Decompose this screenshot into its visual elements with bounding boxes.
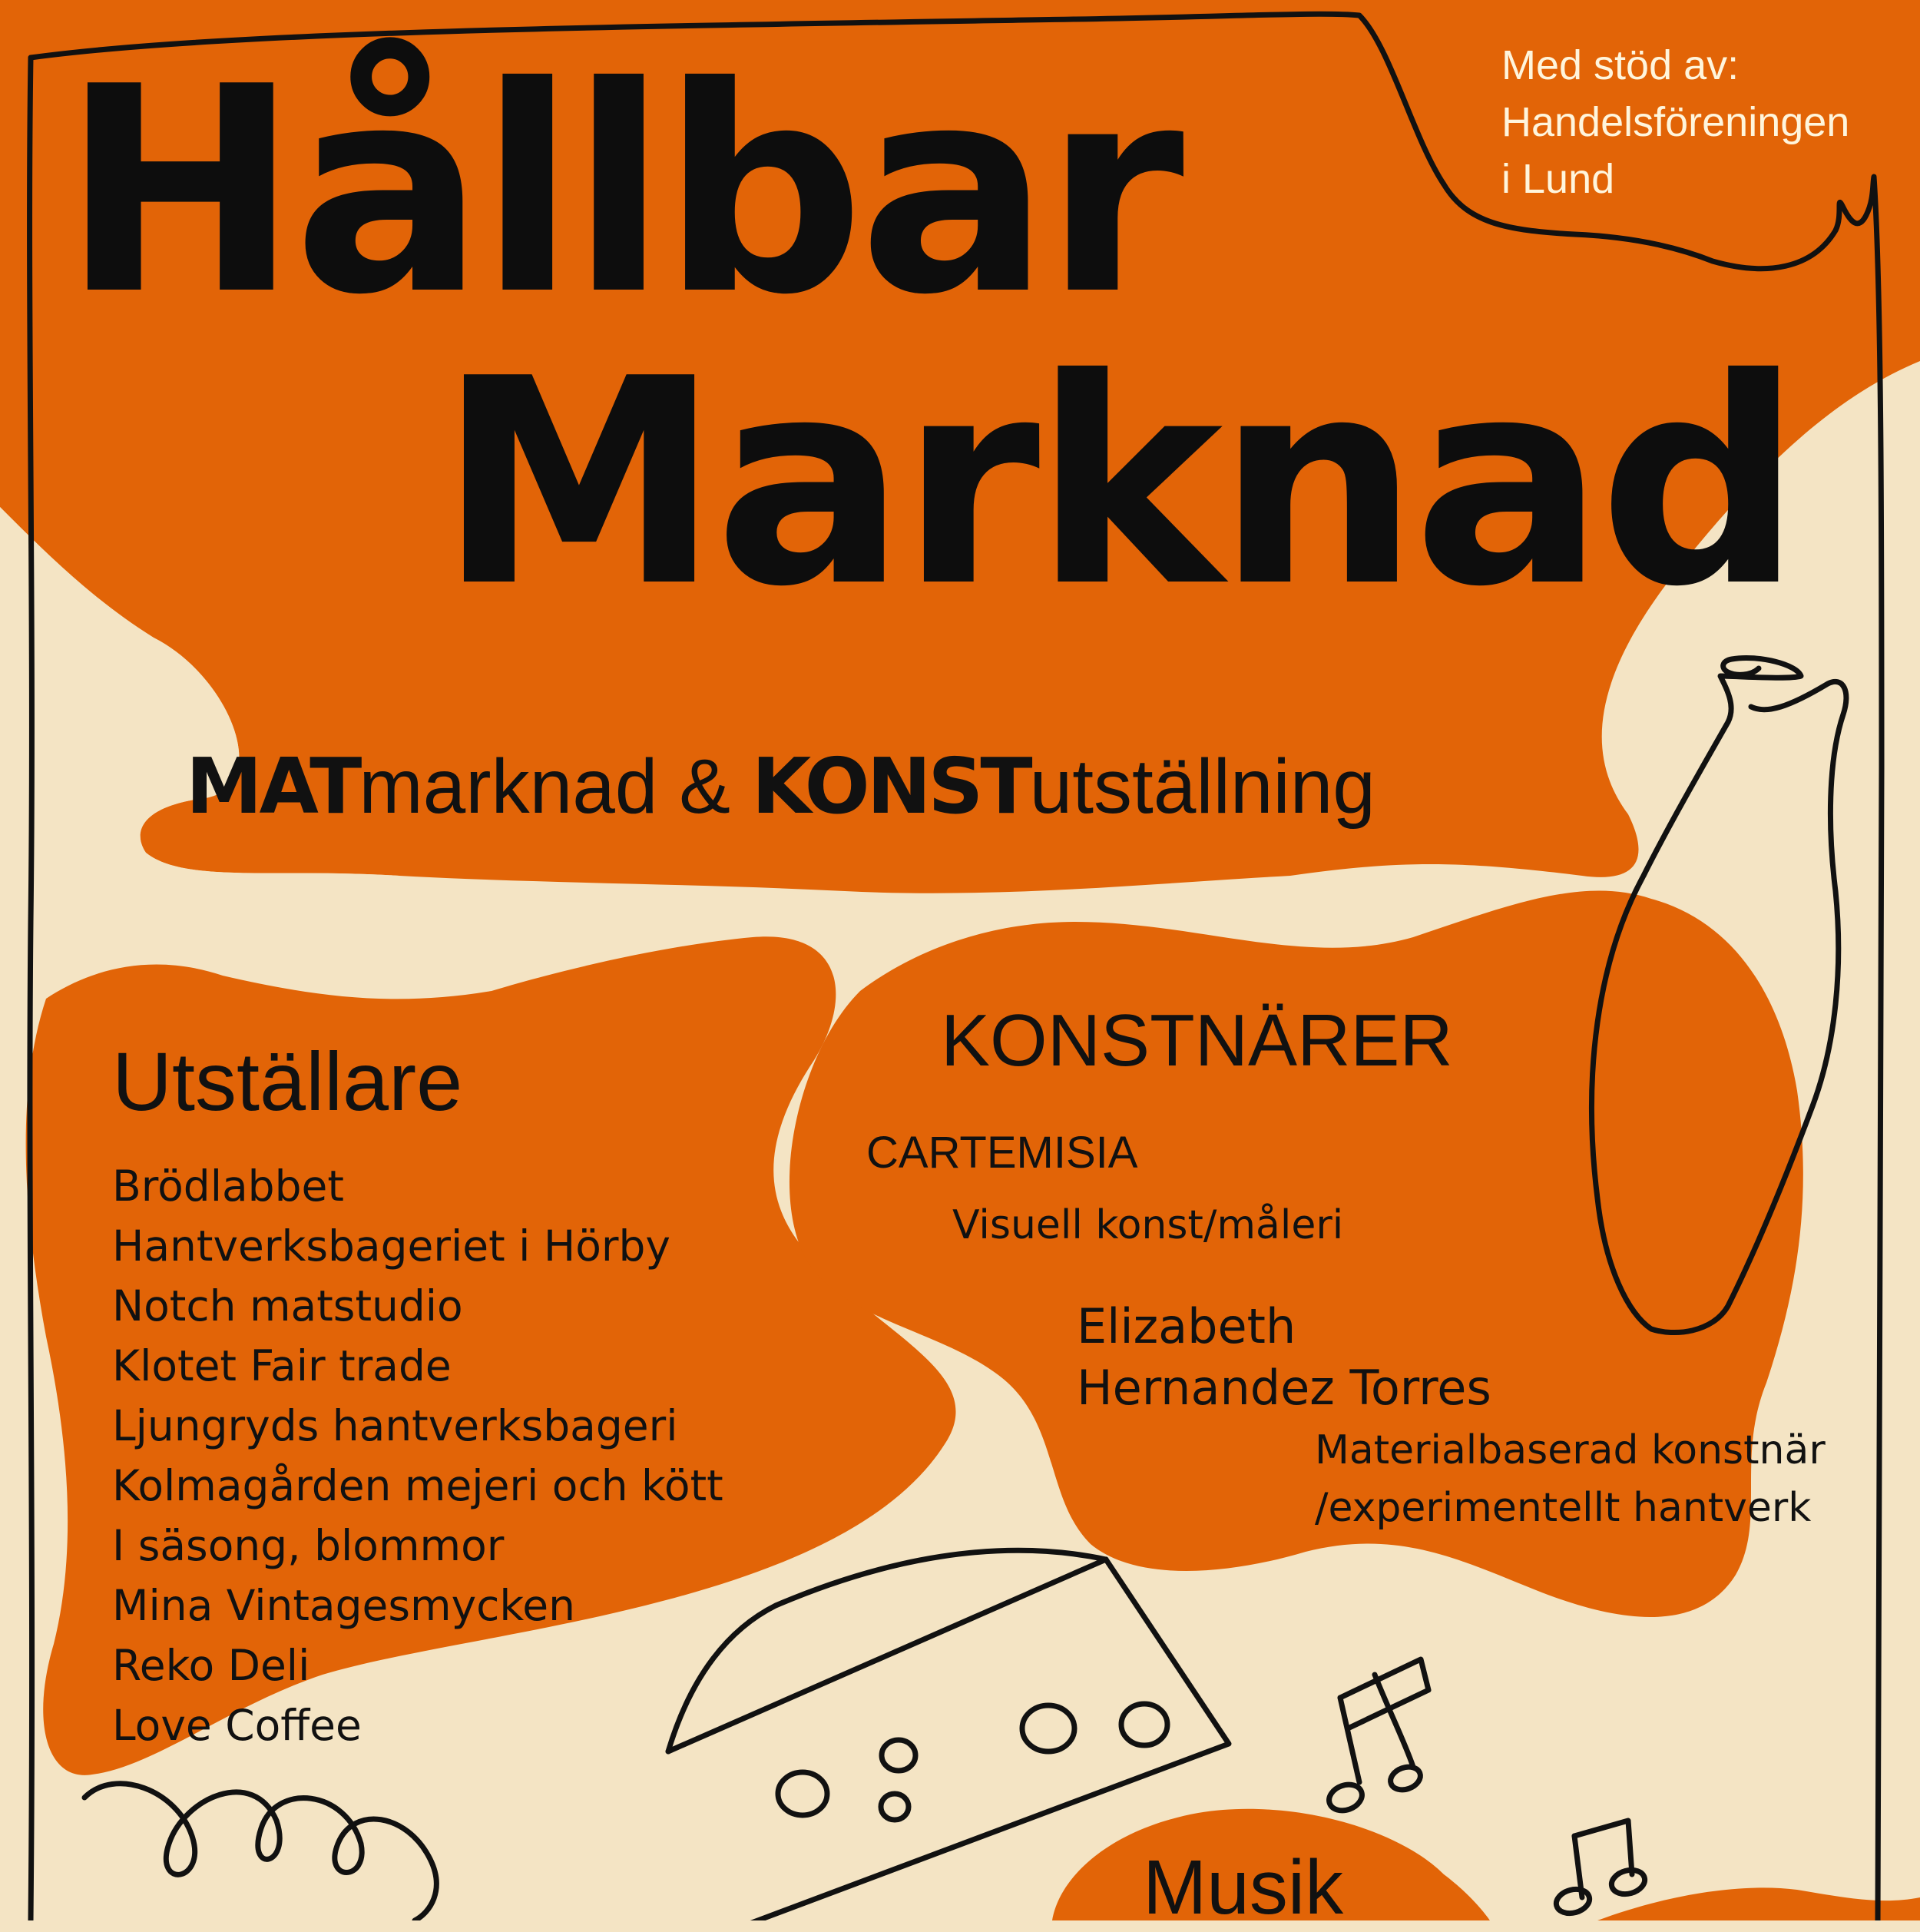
artist-2-desc-line-2: /experimentellt hantverk: [1315, 1485, 1812, 1531]
sponsor-block: [1501, 37, 1849, 207]
artist-2-desc-line-1: Materialbaserad konstnär: [1315, 1427, 1826, 1473]
exhibitors-list: [112, 1156, 723, 1755]
music-heading: Musik: [1143, 1844, 1344, 1930]
bottle-icon: [1592, 658, 1846, 1333]
music-note-icon: [1326, 1659, 1428, 1815]
frame-left: [30, 58, 32, 1920]
list-item: Mina Vintagesmycken: [112, 1581, 575, 1630]
list-item: Notch matstudio: [112, 1281, 463, 1331]
subtitle-utstallning: utställning: [1029, 744, 1375, 830]
list-item: I säsong, blommor: [112, 1521, 505, 1570]
list-item: Klotet Fair trade: [112, 1341, 452, 1390]
list-item: Love Coffee: [112, 1701, 362, 1750]
list-item: Ljungryds hantverksbageri: [112, 1401, 678, 1450]
subtitle-marknad: marknad &: [359, 744, 752, 830]
title-line-2: Marknad: [438, 319, 1796, 649]
list-item: Kolmagården mejeri och kött: [112, 1461, 723, 1510]
artist-2-name-line-1: Elizabeth: [1077, 1298, 1296, 1354]
subtitle-konst: KONST: [751, 741, 1030, 831]
artist-1-desc: Visuell konst/måleri: [952, 1202, 1344, 1248]
sponsor-line-2: Handelsföreningen: [1501, 99, 1850, 145]
list-item: Brödlabbet: [112, 1162, 344, 1211]
artist-2-name-line-2: Hernandez Torres: [1077, 1360, 1491, 1416]
sponsor-line-3: i Lund: [1501, 156, 1615, 202]
subtitle: [186, 741, 1375, 831]
music-note-icon-small: [1554, 1821, 1647, 1917]
artists-heading: KONSTNÄRER: [941, 999, 1453, 1082]
list-item: Hantverksbageriet i Hörby: [112, 1221, 670, 1271]
subtitle-mat: MAT: [186, 741, 359, 831]
artist-1-name: CARTEMISIA: [866, 1128, 1138, 1178]
exhibitors-heading: Utställare: [112, 1035, 463, 1128]
sponsor-line-1: Med stöd av:: [1501, 42, 1740, 88]
title-line-1: Hållbar: [61, 27, 1178, 357]
list-item: Reko Deli: [112, 1641, 310, 1690]
squiggle-line: [84, 1784, 436, 1920]
